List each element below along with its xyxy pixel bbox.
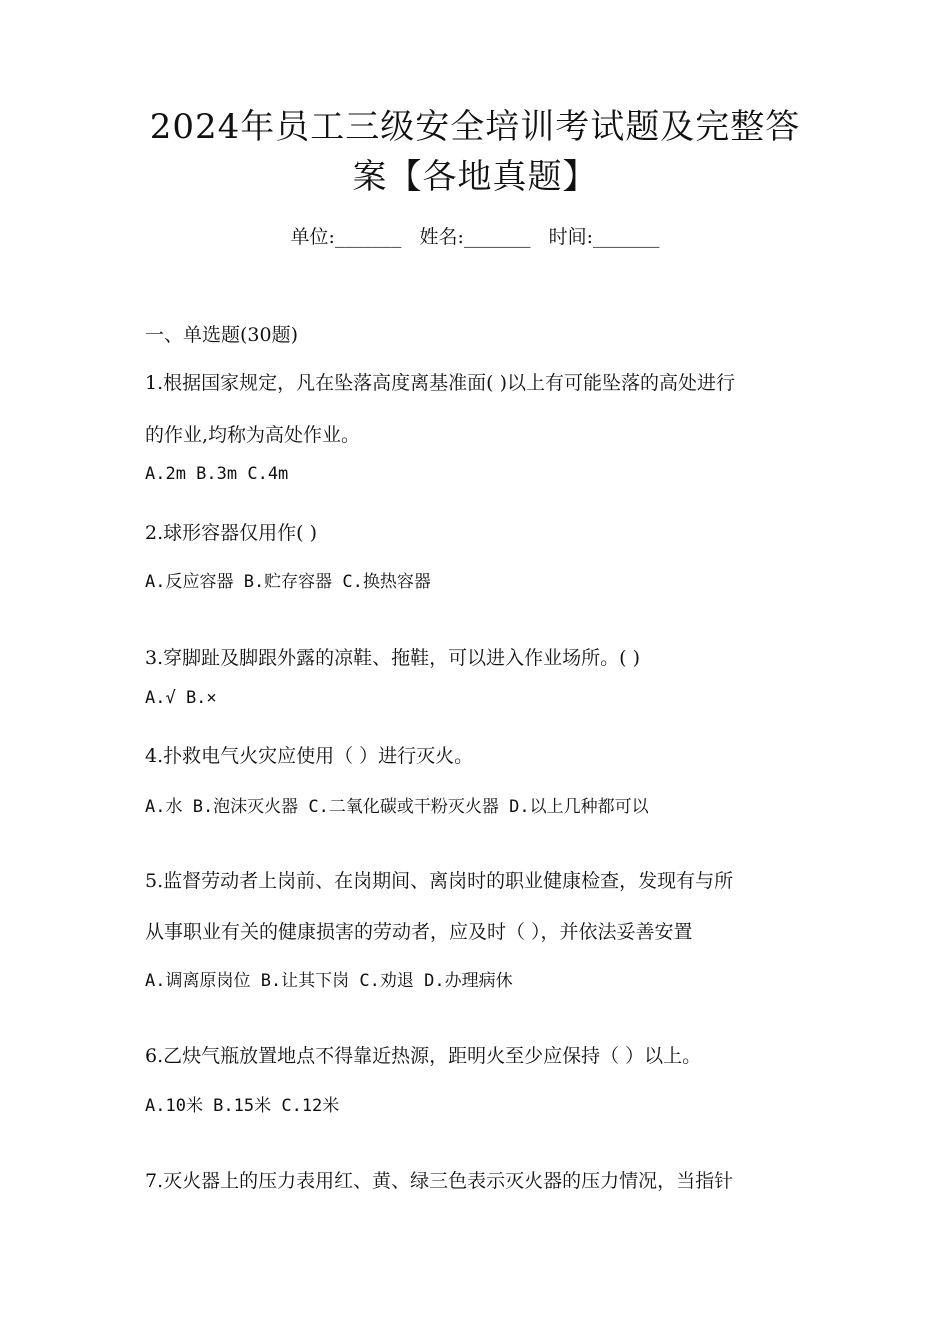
unit-field: 单位:_______ — [290, 226, 402, 248]
question-6-options: A.10米 B.15米 C.12米 — [145, 1096, 340, 1116]
question-4-options: A.水 B.泡沫灭火器 C.二氧化碳或干粉灭火器 D.以上几种都可以 — [145, 797, 649, 817]
section-heading: 一、单选题(30题) — [145, 324, 299, 346]
question-5-stem-line-2: 从事职业有关的健康损害的劳动者，应及时（ ），并依法妥善安置 — [145, 921, 693, 943]
question-5-options: A.调离原岗位 B.让其下岗 C.劝退 D.办理病休 — [145, 971, 513, 991]
question-6-stem: 6.乙炔气瓶放置地点不得靠近热源，距明火至少应保持（ ）以上。 — [145, 1045, 702, 1067]
time-field: 时间:_______ — [548, 226, 660, 248]
exam-info-fields — [0, 222, 950, 252]
document-title-line-1: 2024年员工三级安全培训考试题及完整答 — [149, 107, 801, 147]
question-5-stem-line-1: 5.监督劳动者上岗前、在岗期间、离岗时的职业健康检查，发现有与所 — [145, 870, 734, 892]
question-1-options: A.2m B.3m C.4m — [145, 464, 289, 484]
name-field: 姓名:_______ — [419, 226, 531, 248]
question-2-options: A.反应容器 B.贮存容器 C.换热容器 — [145, 572, 431, 592]
question-3-options: A.√ B.× — [145, 688, 217, 708]
question-2-stem: 2.球形容器仅用作( ) — [145, 522, 317, 544]
question-3-stem: 3.穿脚趾及脚跟外露的凉鞋、拖鞋，可以进入作业场所。( ) — [145, 647, 640, 669]
question-7-stem-line-1: 7.灭火器上的压力表用红、黄、绿三色表示灭火器的压力情况，当指针 — [145, 1170, 734, 1192]
document-title-line-2: 案【各地真题】 — [352, 157, 598, 197]
question-4-stem: 4.扑救电气火灾应使用（ ）进行灭火。 — [145, 745, 474, 767]
question-1-stem-line-2: 的作业,均称为高处作业。 — [145, 424, 361, 446]
question-1-stem-line-1: 1.根据国家规定，凡在坠落高度离基准面( )以上有可能坠落的高处进行 — [145, 372, 735, 394]
